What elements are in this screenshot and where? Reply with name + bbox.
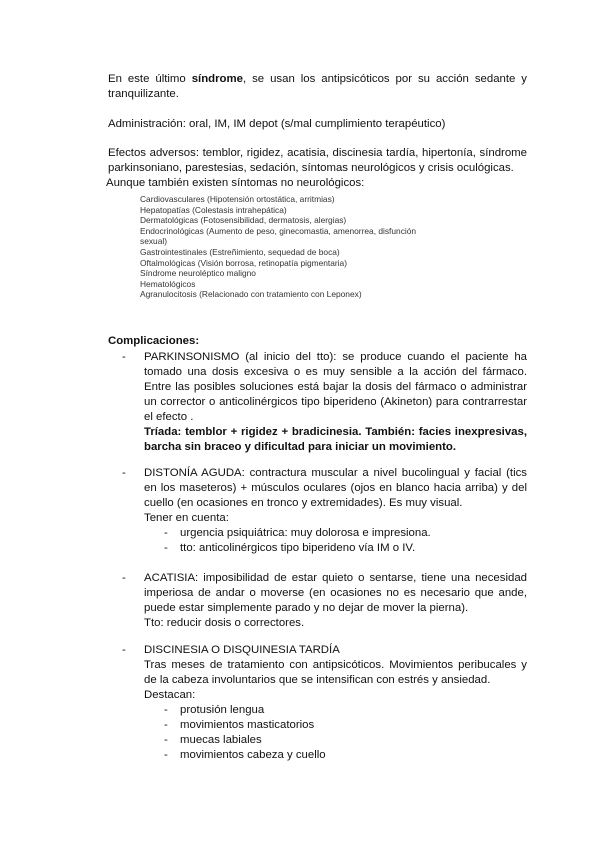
parkinsonismo-triad: Tríada: temblor + rigidez + bradicinesia. También: facies inexpresivas, barcha sin braceo y dificultad para iniciar un movimiento.	[144, 426, 527, 453]
efectos-subtext: Aunque también existen síntomas no neurológicos:	[106, 177, 365, 189]
parkinsonismo-item	[108, 350, 527, 455]
discinesia-subitem-text: movimientos cabeza y cuello	[180, 749, 326, 761]
distonia-subitem-text: urgencia psiquiátrica: muy dolorosa e impresiona.	[180, 527, 431, 539]
discinesia-text: Tras meses de tratamiento con antipsicóticos. Movimientos peribucales y de la cabeza involuntarios que se intensifican con estrés y ansiedad.	[144, 659, 527, 686]
intro-paragraph	[108, 72, 527, 102]
effect-item: Cardiovasculares (Hipotensión ortostática, arritmias)	[140, 194, 335, 204]
discinesia-item	[108, 643, 527, 763]
sub-bullet-dash: -	[164, 704, 168, 716]
distonia-subitem-text: tto: anticolinérgicos tipo biperideno vía IM o IV.	[180, 542, 416, 554]
distonia-tener-en-cuenta: Tener en cuenta:	[144, 512, 229, 524]
sub-bullet-dash: -	[164, 734, 168, 746]
discinesia-title: DISCINESIA O DISQUINESIA TARDÍA	[144, 644, 340, 656]
non-neuro-effects-image	[140, 194, 460, 300]
acatisia-text: ACATISIA: imposibilidad de estar quieto o sentarse, tiene una necesidad imperiosa de andar o moverse (en ocasiones no es necesario que ande, puede estar simplemente parado y no dejar de mover la pierna).	[144, 572, 527, 614]
bullet-dash: -	[122, 351, 126, 363]
sub-bullet-dash: -	[164, 542, 168, 554]
effect-item: Endocrinológicas (Aumento de peso, ginecomastia, amenorrea, disfunción	[140, 225, 417, 236]
discinesia-subitem	[144, 733, 527, 748]
bullet-dash: -	[122, 644, 126, 656]
effect-item: Hepatopatías (Colestasis intrahepática)	[140, 204, 287, 215]
parkinsonismo-text: PARKINSONISMO (al inicio del tto): se produce cuando el paciente ha tomado una dosis excesiva o es muy sensible a la acción del fármaco. Entre las posibles soluciones está bajar la dosis del fármaco o administrar un corrector o anticolinérgicos tipo biperideno (Akineton) para contrarrestar el efecto .	[144, 351, 527, 423]
acatisia-item	[108, 571, 527, 631]
effect-item: Oftalmológicas (Visión borrosa, retinopatía pigmentaria)	[140, 257, 347, 268]
effect-item: Agranulocitosis (Relacionado con tratamiento con Leponex)	[140, 289, 362, 300]
distonia-item	[108, 466, 527, 556]
intro-text-post: , se usan los antipsicóticos por su acción sedante y tranquilizante.	[108, 73, 528, 100]
efectos-paragraph	[108, 146, 527, 191]
distonia-subitem	[144, 526, 527, 541]
sub-bullet-dash: -	[164, 749, 168, 761]
bullet-dash: -	[122, 467, 126, 479]
distonia-text: DISTONÍA AGUDA: contractura muscular a nivel bucolingual y facial (tics en los maseteros) + músculos oculares (ojos en blanco hacia arriba) y del cuello (en ocasiones en tronco y extremidades). Es muy visual.	[144, 467, 527, 509]
acatisia-tto: Tto: reducir dosis o correctores.	[144, 617, 305, 629]
bullet-dash: -	[122, 572, 126, 584]
discinesia-subitem-text: muecas labiales	[180, 734, 262, 746]
intro-bold-term: síndrome	[191, 73, 243, 85]
administracion-paragraph: Administración: oral, IM, IM depot (s/mal cumplimiento terapéutico)	[108, 118, 446, 130]
discinesia-subitem-text: protusión lengua	[180, 704, 265, 716]
discinesia-subitem-text: movimientos masticatorios	[180, 719, 315, 731]
complicaciones-heading: Complicaciones:	[108, 335, 200, 347]
discinesia-destacan: Destacan:	[144, 689, 196, 701]
distonia-subitem	[144, 541, 527, 556]
efectos-text: Efectos adversos: temblor, rigidez, acatisia, discinesia tardía, hipertonía, síndrome parkinsoniano, parestesias, sedación, síntomas neurológicos y crisis oculógicas.	[108, 147, 527, 174]
effect-item: Dermatológicas (Fotosensibilidad, dermatosis, alergias)	[140, 215, 347, 226]
effect-item: Gastrointestinales (Estreñimiento, sequedad de boca)	[140, 246, 340, 257]
effect-item: Hematológicos	[140, 278, 196, 289]
effect-item: Síndrome neuroléptico maligno	[140, 268, 256, 279]
discinesia-subitem	[144, 718, 527, 733]
discinesia-subitem	[144, 748, 527, 763]
sub-bullet-dash: -	[164, 719, 168, 731]
sub-bullet-dash: -	[164, 527, 168, 539]
intro-text-pre: En este último	[108, 73, 192, 85]
discinesia-subitem	[144, 703, 527, 718]
effect-item: sexual)	[140, 236, 167, 247]
